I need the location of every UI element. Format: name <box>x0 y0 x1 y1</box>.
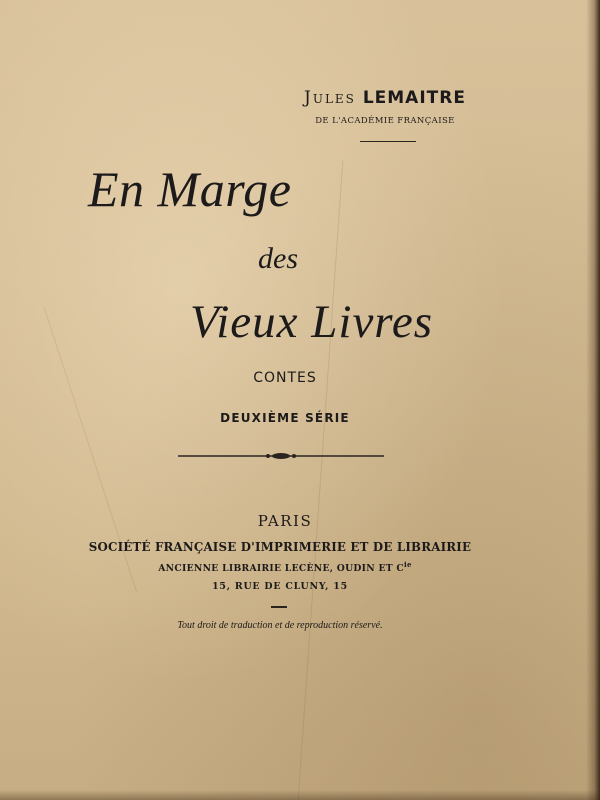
author-name <box>270 88 500 108</box>
publisher-name: SOCIÉTÉ FRANÇAISE D'IMPRIMERIE ET DE LIBRAIRIE <box>88 540 472 554</box>
page-edge-shadow <box>586 0 600 800</box>
title-line-1: En Marge <box>88 161 292 217</box>
author-affiliation: DE L'ACADÉMIE FRANÇAISE <box>315 116 455 126</box>
divider-rule <box>271 606 287 608</box>
author-last-name: LEMAITRE <box>362 88 466 108</box>
rights-notice: Tout droit de traduction et de reproduction réservé. <box>177 620 383 631</box>
author-first-name: Jules <box>304 88 356 108</box>
title-line-3: Vieux Livres <box>190 296 434 348</box>
title-line-2: des <box>258 242 298 275</box>
divider-rule <box>360 141 416 142</box>
series-label: DEUXIÈME SÉRIE <box>220 411 350 425</box>
ornamental-divider-icon <box>178 448 384 464</box>
imprint-city: PARIS <box>257 512 313 530</box>
page-edge-shadow <box>0 790 600 800</box>
publisher-address: 15, RUE DE CLUNY, 15 <box>212 581 348 592</box>
library-line <box>110 560 460 574</box>
subtitle: CONTES <box>253 370 317 386</box>
library-superscript: ie <box>404 560 412 569</box>
library-text: ANCIENNE LIBRAIRIE LECÈNE, OUDIN ET C <box>158 563 405 575</box>
